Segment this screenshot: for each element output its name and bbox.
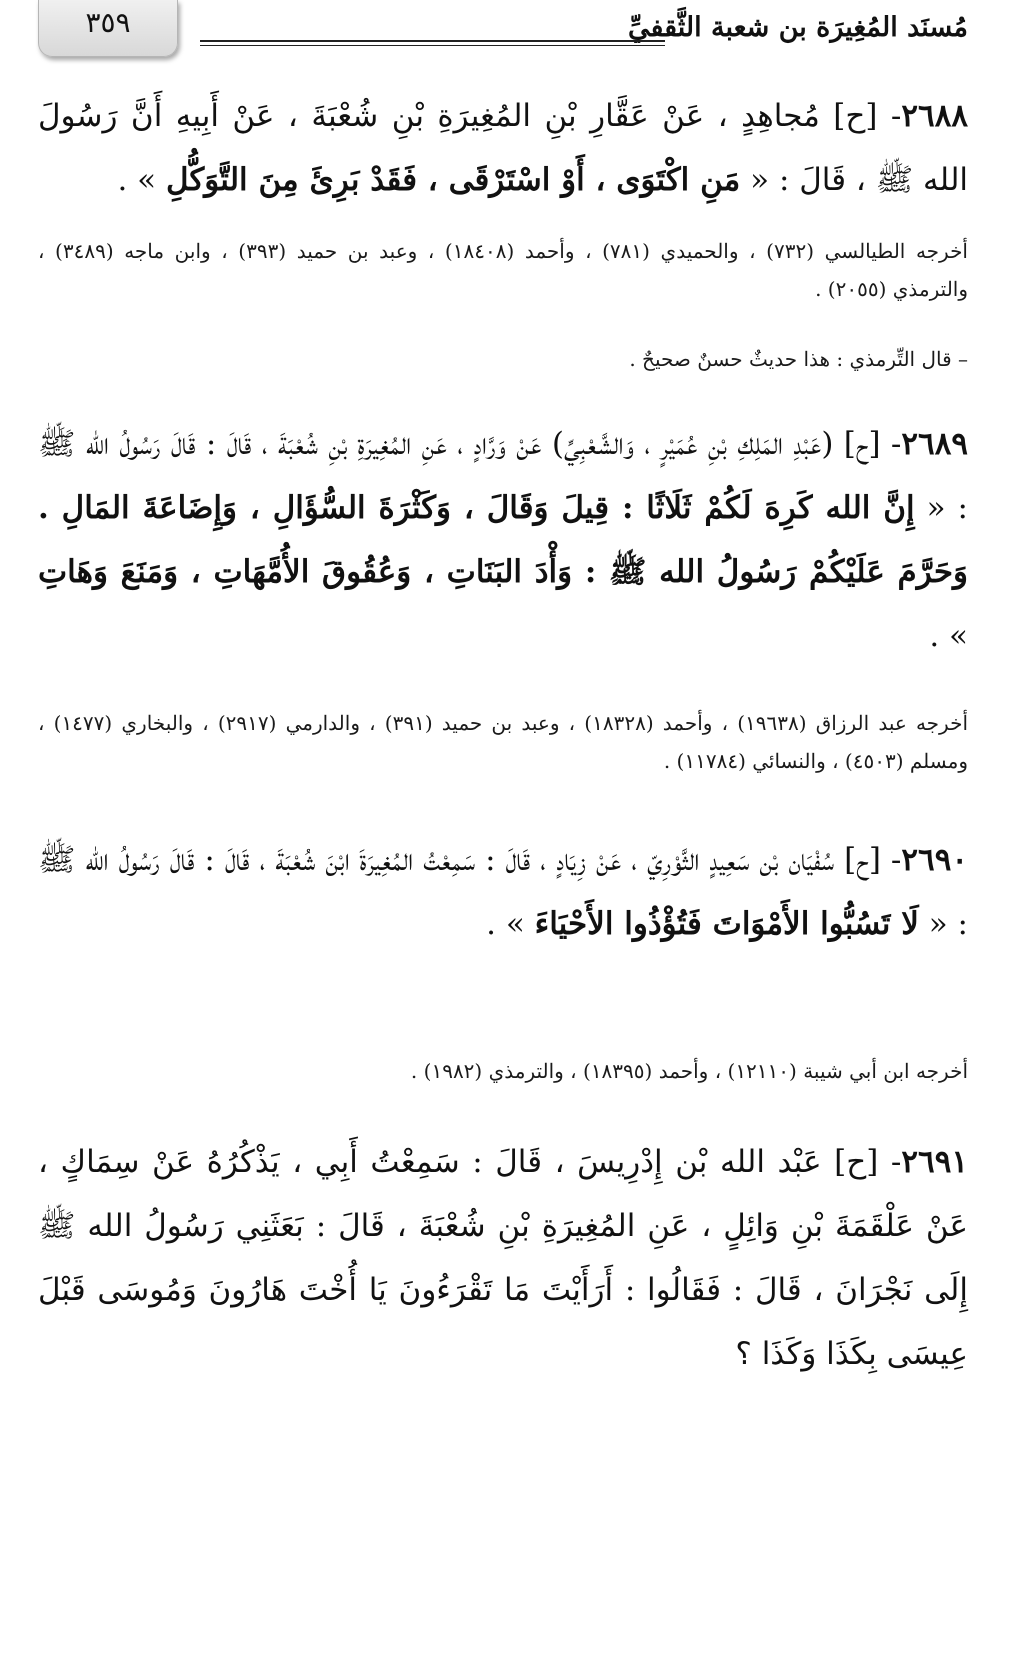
hadith-closing: » . — [929, 618, 968, 654]
hadith-2690 — [38, 828, 968, 956]
page-number-tab — [38, 0, 178, 57]
hadith-number: ٢٦٨٩ — [901, 426, 968, 462]
hadith-2691 — [38, 1130, 968, 1386]
hadith-text: - [ح] عَبْد الله بْن إِدْرِيسَ ، قَالَ : سَمِعْتُ أَبِي ، يَذْكُرُهُ عَنْ سِمَاكٍ ، عَنْ عَلْقَمَةَ بْنِ وَائِلٍ ، عَنِ المُغِيرَةِ بْنِ شُعْبَةَ ، قَالَ : بَعَثَنِي رَسُولُ الله ﷺ إِلَى نَجْرَانَ ، قَالَ : فَقَالُوا : أَرَأَيْتَ مَا تَقْرَءُونَ يَا أُخْتَ هَارُونَ وَمُوسَى قَبْلَ عِيسَى بِكَذَا وَكَذَا ؟ — [38, 1144, 968, 1372]
hadith-closing: » . — [117, 162, 166, 198]
hadith-2689 — [38, 412, 968, 668]
page-number: ٣٥٩ — [85, 6, 131, 39]
hadith-isnad: - [ح] سُفْيَان بْن سَعِيدٍ الثَّوْرِيّ ، عَنْ زِيَادٍ ، قَالَ : سَمِعْتُ المُغِيرَةَ ابْنَ شُعْبَةَ ، قَالَ : قَالَ رَسُولُ الله ﷺ : « — [38, 842, 968, 942]
grading-note-2688: – قال التِّرمذي : هذا حديثٌ حسنٌ صحيحٌ . — [629, 347, 968, 371]
hadith-2688 — [38, 84, 968, 212]
header-rule — [200, 40, 665, 46]
hadith-matn: لَا تَسُبُّوا الأَمْوَاتَ فَتُؤْذُوا الأَحْيَاءَ — [534, 906, 919, 942]
hadith-isnad: - [ح] مُجاهِدٍ ، عَنْ عَقَّارِ بْنِ المُغِيرَةِ بْنِ شُعْبَةَ ، عَنْ أَبِيهِ أَنَّ رَسُولَ الله ﷺ ، قَالَ : « — [38, 98, 968, 198]
hadith-number: ٢٦٨٨ — [901, 98, 968, 134]
takhrij-2688: أخرجه الطيالسي (٧٣٢) ، والحميدي (٧٨١) ، وأحمد (١٨٤٠٨) ، وعبد بن حميد (٣٩٣) ، وابن ماجه (٣٤٨٩) ، والترمذي (٢٠٥٥) . — [38, 239, 968, 301]
hadith-number: ٢٦٩١ — [901, 1144, 968, 1180]
page-header — [0, 0, 1010, 70]
hadith-closing: » . — [486, 906, 535, 942]
takhrij-2689: أخرجه عبد الرزاق (١٩٦٣٨) ، وأحمد (١٨٣٢٨) ، وعبد بن حميد (٣٩١) ، والدارمي (٢٩١٧) ، والبخاري (١٤٧٧) ، ومسلم (٤٥٠٣) ، والنسائي (١١٧٨٤) . — [38, 711, 968, 773]
hadith-matn: إِنَّ الله كَرِهَ لَكُمْ ثَلَاثًا : قِيلَ وَقَالَ ، وَكَثْرَةَ السُّؤَالِ ، وَإِضَاعَةَ المَالِ . وَحَرَّمَ عَلَيْكُمْ رَسُولُ الله ﷺ : وَأْدَ البَنَاتِ ، وَعُقُوقَ الأُمَّهَاتِ ، وَمَنَعَ وَهَاتِ — [38, 490, 968, 590]
hadith-matn: مَنِ اكْتَوَى ، أَوْ اسْتَرْقَى ، فَقَدْ بَرِئَ مِنَ التَّوَكُّلِ — [166, 162, 741, 198]
takhrij-2690: أخرجه ابن أبي شيبة (١٢١١٠) ، وأحمد (١٨٣٩٥) ، والترمذي (١٩٨٢) . — [410, 1059, 968, 1083]
hadith-isnad: - [ح] (عَبْدِ المَلِكِ بْنِ عُمَيْرٍ ، وَالشَّعْبِيِّ) عَنْ وَرَّادٍ ، عَنِ المُغِيرَةِ بْنِ شُعْبَةَ ، قَالَ : قَالَ رَسُولُ الله ﷺ : « — [38, 426, 969, 526]
running-title: مُسنَد المُغِيرَة بن شعبة الثَّقفيِّ — [627, 12, 968, 43]
hadith-number: ٢٦٩٠ — [901, 842, 968, 878]
